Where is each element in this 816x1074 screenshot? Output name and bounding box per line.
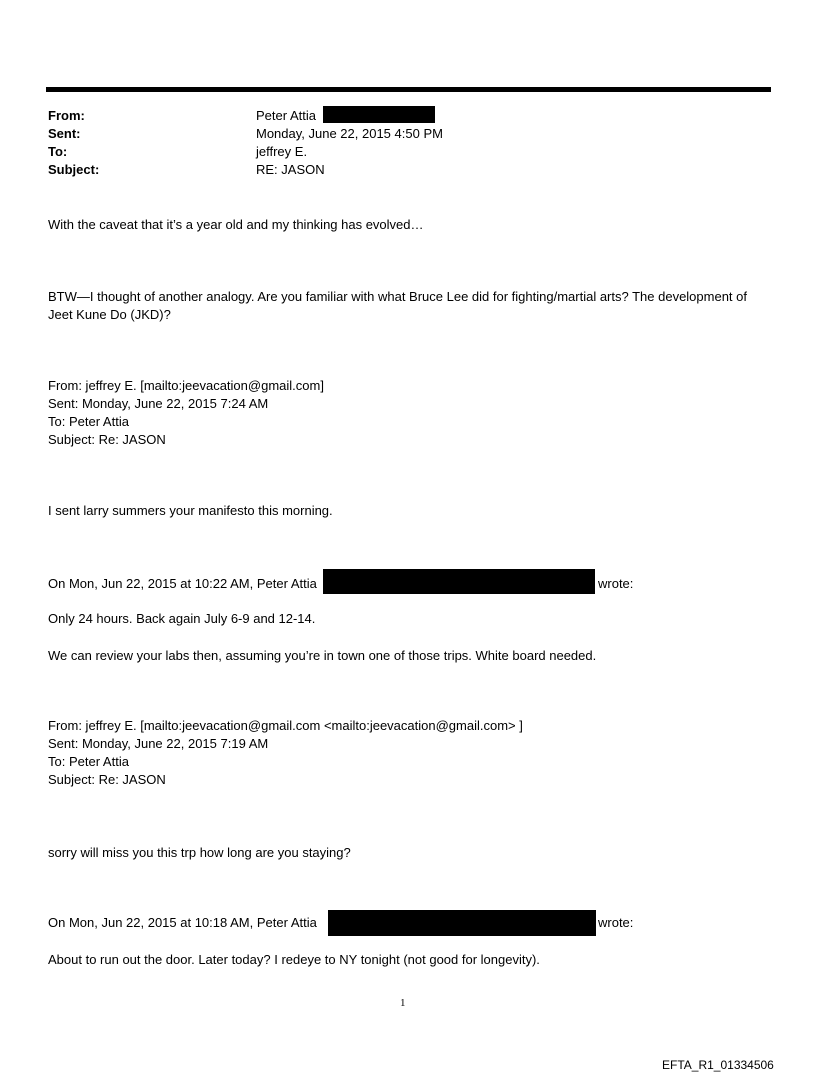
quoted-sent: Sent: Monday, June 22, 2015 7:19 AM	[48, 736, 269, 751]
reply-attribution-suffix: wrote:	[598, 576, 634, 591]
header-rule	[46, 87, 771, 92]
quoted-from: From: jeffrey E. [mailto:jeevacation@gmail.com]	[48, 378, 324, 393]
body-paragraph: I sent larry summers your manifesto this morning.	[48, 503, 333, 518]
subject-value: RE: JASON	[256, 162, 325, 177]
to-value: jeffrey E.	[256, 144, 308, 159]
body-paragraph: Only 24 hours. Back again July 6-9 and 12-14.	[48, 611, 316, 626]
quoted-subject: Subject: Re: JASON	[48, 432, 166, 447]
redaction-block	[323, 569, 595, 594]
quoted-to: To: Peter Attia	[48, 414, 129, 429]
body-paragraph: BTW—I thought of another analogy. Are you familiar with what Bruce Lee did for fighting/martial arts? The development of Jeet Kune Do (JKD)?	[48, 289, 747, 322]
redaction-block	[328, 910, 596, 936]
body-paragraph: About to run out the door. Later today? I redeye to NY tonight (not good for longevity).	[48, 952, 540, 967]
sent-label: Sent:	[48, 126, 81, 141]
reply-attribution: On Mon, Jun 22, 2015 at 10:22 AM, Peter Attia	[48, 576, 317, 591]
from-value: Peter Attia	[256, 108, 316, 123]
bates-number: EFTA_R1_01334506	[662, 1058, 774, 1072]
quoted-from: From: jeffrey E. [mailto:jeevacation@gmail.com <mailto:jeevacation@gmail.com> ]	[48, 718, 523, 733]
page-number: 1	[400, 997, 406, 1009]
quoted-subject: Subject: Re: JASON	[48, 772, 166, 787]
from-label: From:	[48, 108, 85, 123]
reply-attribution: On Mon, Jun 22, 2015 at 10:18 AM, Peter Attia	[48, 915, 317, 930]
quoted-sent: Sent: Monday, June 22, 2015 7:24 AM	[48, 396, 269, 411]
body-paragraph: With the caveat that it’s a year old and my thinking has evolved…	[48, 217, 424, 232]
body-paragraph: We can review your labs then, assuming you’re in town one of those trips. White board needed.	[48, 648, 597, 663]
redaction-block	[323, 106, 435, 123]
to-label: To:	[48, 144, 68, 159]
quoted-to: To: Peter Attia	[48, 754, 129, 769]
reply-attribution-suffix: wrote:	[598, 915, 634, 930]
subject-label: Subject:	[48, 162, 100, 177]
body-paragraph: sorry will miss you this trp how long are you staying?	[48, 845, 351, 860]
sent-value: Monday, June 22, 2015 4:50 PM	[256, 126, 443, 141]
